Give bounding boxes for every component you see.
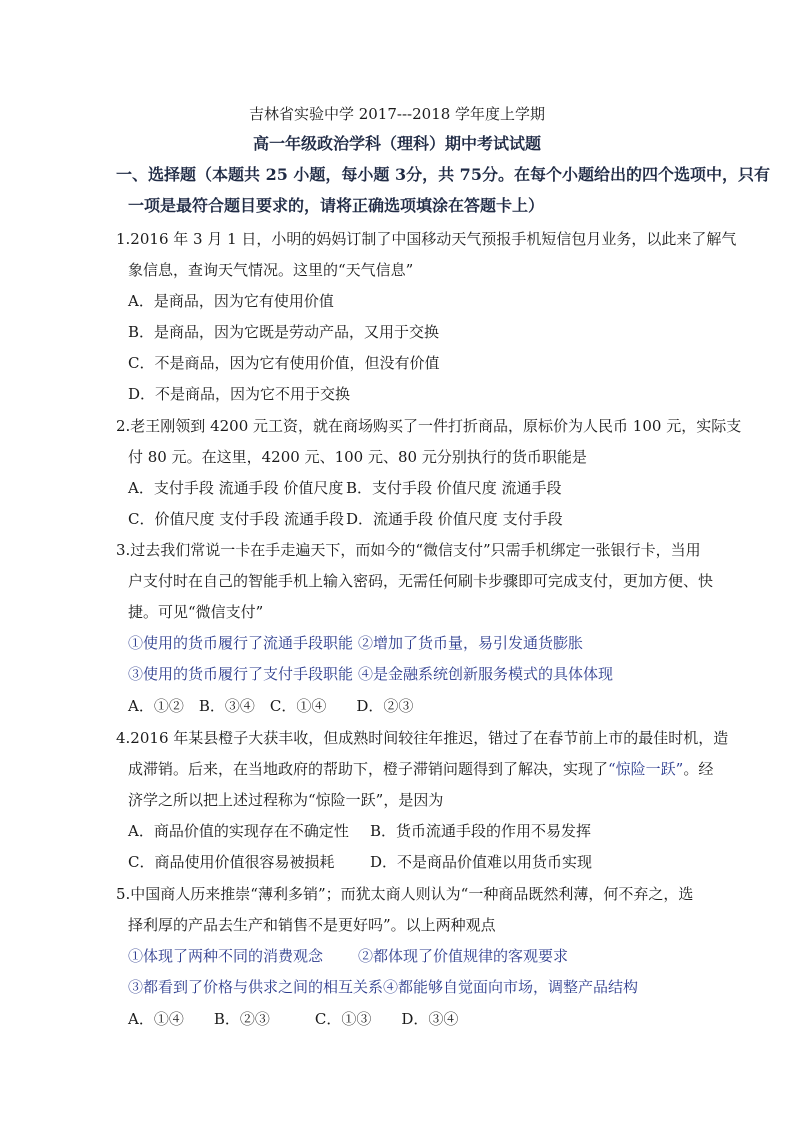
- q3-statement-4: ④是金融系统创新服务模式的具体体现: [358, 665, 614, 683]
- q4-option-d: D．不是商品价值难以用货币实现: [370, 853, 593, 871]
- q2-option-c: C．价值尺度 支付手段 流通手段: [128, 510, 345, 528]
- q1-option-b: B．是商品，因为它既是劳动产品，又用于交换: [128, 323, 440, 341]
- q5-statement-3-4: ③都看到了价格与供求之间的相互关系④都能够自觉面向市场，调整产品结构: [128, 978, 639, 996]
- q4-option-b: B．货币流通手段的作用不易发挥: [370, 822, 592, 840]
- q3-statement-3: ③使用的货币履行了支付手段职能: [128, 665, 354, 683]
- q5-stem-line2: 择利厚的产品去生产和销售不是更好吗”。以上两种观点: [128, 916, 496, 934]
- exam-subtitle: 高一年级政治学科（理科）期中考试试题: [252, 134, 541, 153]
- q2-option-a: A．支付手段 流通手段 价值尺度: [128, 479, 344, 497]
- q2-stem-line2: 付 80 元。在这里，4200 元、100 元、80 元分别执行的货币职能是: [128, 448, 587, 466]
- q4-option-c: C．商品使用价值很容易被损耗: [128, 853, 335, 871]
- q4-option-a: A．商品价值的实现存在不确定性: [128, 822, 349, 840]
- q5-options: A．①④ B．②③ C．①③ D．③④: [128, 1010, 459, 1028]
- q5-stem-line1: 5.中国商人历来推崇“薄利多销”；而犹太商人则认为“一种商品既然利薄，何不弃之，选: [116, 885, 694, 903]
- q3-statement-2: ②增加了货币量，易引发通货膨胀: [358, 634, 584, 652]
- q2-option-d: D．流通手段 价值尺度 支付手段: [346, 510, 563, 528]
- q1-stem-line2: 象信息，查询天气情况。这里的“天气信息”: [128, 261, 414, 279]
- q3-statement-1: ①使用的货币履行了流通手段职能: [128, 634, 354, 652]
- q3-stem-line3: 捷。可见“微信支付”: [128, 603, 264, 621]
- q1-option-c: C．不是商品，因为它有使用价值，但没有价值: [128, 354, 440, 372]
- q1-stem-line1: 1.2016 年 3 月 1 日，小明的妈妈订制了中国移动天气预报手机短信包月业务，以此来了解气: [116, 230, 737, 248]
- section-heading-line2: 一项是最符合题目要求的，请将正确选项填涂在答题卡上）: [128, 196, 545, 215]
- q2-stem-line1: 2.老王刚领到 4200 元工资，就在商场购买了一件打折商品，原标价为人民币 100 元，实际支: [116, 417, 742, 435]
- q1-option-d: D．不是商品，因为它不用于交换: [128, 385, 351, 403]
- q1-option-a: A．是商品，因为它有使用价值: [128, 292, 334, 310]
- q4-stem-line1: 4.2016 年某县橙子大获丰收，但成熟时间较往年推迟，错过了在春节前上市的最佳时机，造: [116, 729, 729, 747]
- section-heading-line1: 一、选择题（本题共 25 小题，每小题 3分，共 75分。在每个小题给出的四个选项中，只有: [116, 165, 770, 184]
- q3-stem-line2: 户支付时在自己的智能手机上输入密码，无需任何刷卡步骤即可完成支付，更加方便、快: [128, 572, 714, 590]
- q3-stem-line1: 3.过去我们常说一卡在手走遍天下，而如今的“微信支付”只需手机绑定一张银行卡，当用: [116, 541, 701, 559]
- q3-options: A．①② B．③④ C．①④ D．②③: [128, 697, 414, 715]
- q5-statement-2: ②都体现了价值规律的客观要求: [358, 947, 569, 965]
- q2-option-b: B．支付手段 价值尺度 流通手段: [346, 479, 562, 497]
- q4-stem-line2-text: 成滞销。后来，在当地政府的帮助下，橙子滞销问题得到了解决，实现了: [128, 760, 609, 778]
- q5-statement-1: ①体现了两种不同的消费观念: [128, 947, 324, 965]
- q4-stem-line3: 济学之所以把上述过程称为“惊险一跃”，是因为: [128, 791, 444, 809]
- exam-title: 吉林省实验中学 2017---2018 学年度上学期: [248, 105, 546, 123]
- q4-stem-line2-end: 。经: [683, 760, 714, 778]
- q4-quote-highlight: “惊险一跃”: [608, 760, 684, 778]
- q4-stem-line2: [128, 758, 713, 780]
